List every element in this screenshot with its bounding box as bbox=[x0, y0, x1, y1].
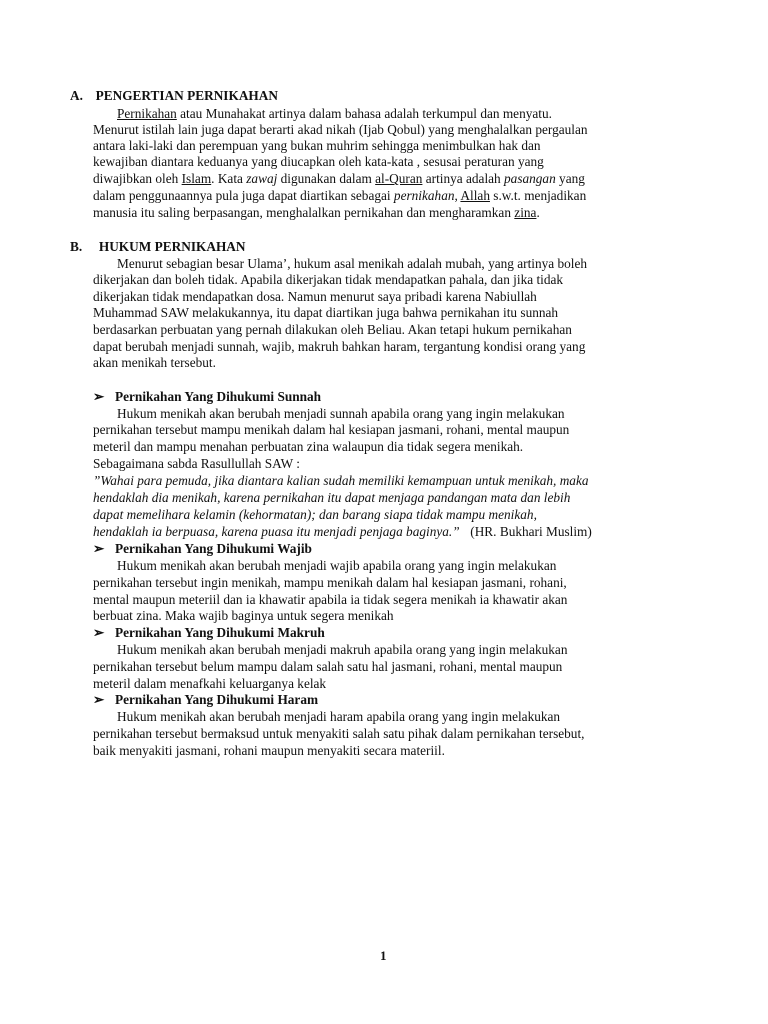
bullet-makruh-heading bbox=[93, 625, 325, 641]
sunnah-line-3: meteril dan mampu menahan perbuatan zina walaupun dia tidak segera menikah. bbox=[93, 439, 524, 454]
text-span: . Kata bbox=[211, 171, 247, 186]
section-b-letter: B. bbox=[70, 239, 83, 254]
text-span: . bbox=[536, 205, 540, 220]
text-span: , bbox=[454, 188, 461, 203]
zina-link[interactable]: zina bbox=[514, 205, 537, 220]
bullet-haram-heading bbox=[93, 692, 318, 708]
makruh-line-3: meteril dalam menafkahi keluarganya kelak bbox=[93, 676, 327, 691]
section-b-line-5: berdasarkan perbuatan yang pernah dilakukan oleh Beliau. Akan tetapi hukum pernikahan bbox=[93, 322, 572, 337]
pernikahan-link[interactable]: Pernikahan bbox=[117, 106, 177, 121]
haram-title: Pernikahan Yang Dihukumi Haram bbox=[115, 692, 319, 707]
wajib-title: Pernikahan Yang Dihukumi Wajib bbox=[115, 541, 312, 556]
section-a-heading bbox=[70, 88, 278, 104]
hadith-quote-line-1: ”Wahai para pemuda, jika diantara kalian sudah memiliki kemampuan untuk menikah, maka bbox=[93, 473, 589, 488]
al-quran-link[interactable]: al-Quran bbox=[375, 171, 423, 186]
allah-link[interactable]: Allah bbox=[460, 188, 490, 203]
makruh-title: Pernikahan Yang Dihukumi Makruh bbox=[115, 625, 325, 640]
text-span: digunakan dalam bbox=[277, 171, 376, 186]
arrow-bullet-icon: ➢ bbox=[93, 541, 105, 556]
section-b-line-1: Menurut sebagian besar Ulama’, hukum asal menikah adalah mubah, yang artinya boleh bbox=[117, 256, 588, 271]
hadith-quote-line-3: dapat memelihara kelamin (kehormatan); dan barang siapa tidak mampu menikah, bbox=[93, 507, 537, 522]
wajib-line-1: Hukum menikah akan berubah menjadi wajib apabila orang yang ingin melakukan bbox=[117, 558, 557, 573]
section-a-line-1 bbox=[117, 106, 552, 122]
hadith-quote-end: hendaklah ia berpuasa, karena puasa itu menjadi penjaga baginya.” bbox=[93, 524, 460, 539]
hadith-quote-line-4 bbox=[93, 524, 592, 540]
sunnah-title: Pernikahan Yang Dihukumi Sunnah bbox=[115, 389, 322, 404]
makruh-line-2: pernikahan tersebut belum mampu dalam salah satu hal jasmani, rohani, mental maupun bbox=[93, 659, 563, 674]
section-b-line-7: akan menikah tersebut. bbox=[93, 355, 216, 370]
section-b-line-6: dapat berubah menjadi sunnah, wajib, makruh bahkan haram, tergantung kondisi orang yang bbox=[93, 339, 586, 354]
haram-line-1: Hukum menikah akan berubah menjadi haram apabila orang yang ingin melakukan bbox=[117, 709, 561, 724]
text-span: manusia itu saling berpasangan, menghalalkan pernikahan dan mengharamkan bbox=[93, 205, 515, 220]
section-a-line-5 bbox=[93, 171, 585, 187]
section-a-letter: A. bbox=[70, 88, 83, 103]
arrow-bullet-icon: ➢ bbox=[93, 692, 105, 707]
page-number: 1 bbox=[380, 948, 387, 963]
section-a-title: PENGERTIAN PERNIKAHAN bbox=[95, 88, 278, 103]
text-span: artinya adalah bbox=[422, 171, 505, 186]
wajib-line-4: berbuat zina. Maka wajib baginya untuk segera menikah bbox=[93, 608, 394, 623]
text-span: dalam penggunaannya pula juga dapat diartikan sebagai bbox=[93, 188, 394, 203]
zawaj-term: zawaj bbox=[246, 171, 278, 186]
section-b-line-2: dikerjakan dan boleh tidak. Apabila dikerjakan tidak mendapatkan pahala, dan jika tidak bbox=[93, 272, 564, 287]
bullet-wajib-heading bbox=[93, 541, 312, 557]
islam-link[interactable]: Islam bbox=[181, 171, 212, 186]
section-a-line-2: Menurut istilah lain juga dapat berarti akad nikah (Ijab Qobul) yang menghalalkan pergaulan bbox=[93, 122, 588, 137]
sunnah-line-2: pernikahan tersebut mampu menikah dalam hal kesiapan jasmani, rohani, mental maupun bbox=[93, 422, 570, 437]
section-a-line-3: antara laki-laki dan perempuan yang bukan muhrim sehingga menimbulkan hak dan bbox=[93, 138, 541, 153]
bullet-sunnah-heading bbox=[93, 389, 321, 405]
sunnah-line-4: Sebagaimana sabda Rasullullah SAW : bbox=[93, 456, 300, 471]
text-span: yang bbox=[555, 171, 585, 186]
pernikahan-term: pernikahan bbox=[393, 188, 455, 203]
pasangan-term: pasangan bbox=[504, 171, 556, 186]
haram-line-2: pernikahan tersebut bermaksud untuk menyakiti salah satu pihak dalam pernikahan tersebut, bbox=[93, 726, 585, 741]
makruh-line-1: Hukum menikah akan berubah menjadi makruh apabila orang yang ingin melakukan bbox=[117, 642, 568, 657]
hadith-quote-line-2: hendaklah dia menikah, karena pernikahan itu dapat menjaga pandangan mata dan lebih bbox=[93, 490, 571, 505]
section-a-line-4: kewajiban diantara keduanya yang diucapkan oleh kata-kata , sesusai peraturan yang bbox=[93, 154, 544, 169]
arrow-bullet-icon: ➢ bbox=[93, 389, 105, 404]
section-b-line-3: dikerjakan tidak mendapatkan dosa. Namun menurut saya pribadi karena Nabiullah bbox=[93, 289, 537, 304]
haram-line-3: baik menyakiti jasmani, rohani maupun menyakiti secara materiil. bbox=[93, 743, 445, 758]
arrow-bullet-icon: ➢ bbox=[93, 625, 105, 640]
section-b-line-4: Muhammad SAW melakukannya, itu dapat diartikan juga bahwa pernikahan itu sunnah bbox=[93, 305, 559, 320]
hadith-source: (HR. Bukhari Muslim) bbox=[470, 524, 592, 539]
text-span: atau Munahakat artinya dalam bahasa adalah terkumpul dan menyatu. bbox=[176, 106, 552, 121]
section-b-heading bbox=[70, 239, 246, 255]
wajib-line-2: pernikahan tersebut ingin menikah, mampu menikah dalam hal kesiapan jasmani, rohani, bbox=[93, 575, 567, 590]
section-a-line-6 bbox=[93, 188, 586, 204]
section-b-title: HUKUM PERNIKAHAN bbox=[98, 239, 246, 254]
wajib-line-3: mental maupun meteriil dan ia khawatir apabila ia tidak segera menikah ia khawatir akan bbox=[93, 592, 568, 607]
sunnah-line-1: Hukum menikah akan berubah menjadi sunnah apabila orang yang ingin melakukan bbox=[117, 406, 565, 421]
section-a-line-7 bbox=[93, 205, 540, 221]
text-span: diwajibkan oleh bbox=[93, 171, 182, 186]
text-span: s.w.t. menjadikan bbox=[489, 188, 587, 203]
